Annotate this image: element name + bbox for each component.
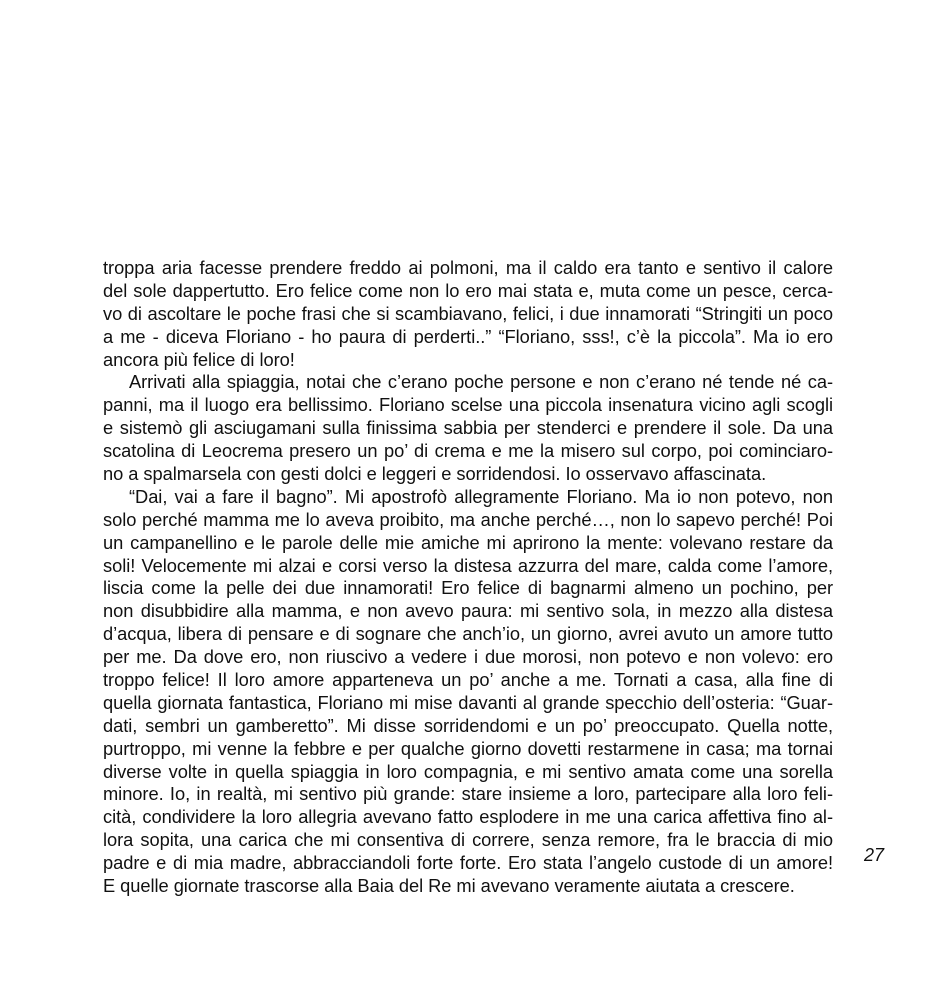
text-line: “Dai, vai a fare il bagno”. Mi apostrofò allegramente Floriano. Ma io non potevo, non: [129, 485, 833, 507]
text-line: per me. Da dove ero, non riuscivo a vedere i due morosi, non potevo e non volevo: ero: [103, 646, 833, 668]
text-line: solo perché mamma me lo aveva proibito, ma anche perché…, non lo sapevo perché! Poi: [103, 508, 833, 530]
text-line: no a spalmarsela con gesti dolci e leggeri e sorridendosi. Io osservavo affascinata.: [103, 463, 767, 485]
text-line: troppo felice! Il loro amore apparteneva un po’ anche a me. Tornati a casa, alla fine di: [103, 669, 833, 691]
text-line: Arrivati alla spiaggia, notai che c’erano poche persone e non c’erano né tende né ca-: [129, 371, 833, 393]
text-line: ancora più felice di loro!: [103, 348, 295, 370]
text-line: a me - diceva Floriano - ho paura di perderti..” “Floriano, sss!, c’è la piccola”. Ma io ero: [103, 325, 833, 347]
text-line: minore. Io, in realtà, mi sentivo più grande: stare insieme a loro, partecipare alla loro feli-: [103, 783, 833, 805]
text-line: cità, condividere la loro allegria avevano fatto esplodere in me una carica affettiva fino al-: [103, 806, 833, 828]
text-line: vo di ascoltare le poche frasi che si scambiavano, felici, i due innamorati “Stringiti un poco: [103, 302, 833, 324]
text-line: padre e di mia madre, abbracciandoli forte forte. Ero stata l’angelo custode di un amore!: [103, 852, 833, 874]
text-line: purtroppo, mi venne la febbre e per qualche giorno dovetti restarmene in casa; ma tornai: [103, 737, 833, 759]
text-line: panni, ma il luogo era bellissimo. Floriano scelse una piccola insenatura vicino agli scogli: [103, 394, 833, 416]
text-line: quella giornata fantastica, Floriano mi mise davanti al grande specchio dell’osteria: “Guar-: [103, 691, 833, 713]
text-line: d’acqua, libera di pensare e di sognare che anch’io, un giorno, avrei avuto un amore tutto: [103, 623, 833, 645]
text-line: diverse volte in quella spiaggia in loro compagnia, e mi sentivo amata come una sorella: [103, 760, 833, 782]
page-number: 27: [863, 845, 884, 865]
text-line: E quelle giornate trascorse alla Baia del Re mi avevano veramente aiutata a crescere.: [103, 875, 795, 897]
text-line: e sistemò gli asciugamani sulla finissima sabbia per stenderci e prendere il sole. Da una: [103, 417, 833, 439]
text-line: scatolina di Leocrema presero un po’ di crema e me la misero sul corpo, poi cominciaro-: [103, 440, 833, 462]
text-line: non disubbidire alla mamma, e non avevo paura: mi sentivo sola, in mezzo alla distesa: [103, 600, 833, 622]
text-line: troppa aria facesse prendere freddo ai polmoni, ma il caldo era tanto e sentivo il calore: [103, 257, 833, 278]
body-text: [103, 257, 833, 898]
text-line: dati, sembri un gamberetto”. Mi disse sorridendomi e un po’ preoccupato. Quella notte,: [103, 714, 833, 736]
text-line: soli! Velocemente mi alzai e corsi verso la distesa azzurra del mare, calda come l’amore,: [103, 554, 833, 576]
text-line: lora sopita, una carica che mi consentiva di correre, senza remore, fra le braccia di mio: [103, 829, 833, 851]
text-line: un campanellino e le parole delle mie amiche mi aprirono la mente: volevano restare da: [103, 531, 833, 553]
text-line: liscia come la pelle dei due innamorati! Ero felice di bagnarmi almeno un pochino, per: [103, 577, 833, 599]
text-line: del sole dappertutto. Ero felice come non lo ero mai stata e, muta come un pesce, cerca-: [103, 279, 833, 301]
